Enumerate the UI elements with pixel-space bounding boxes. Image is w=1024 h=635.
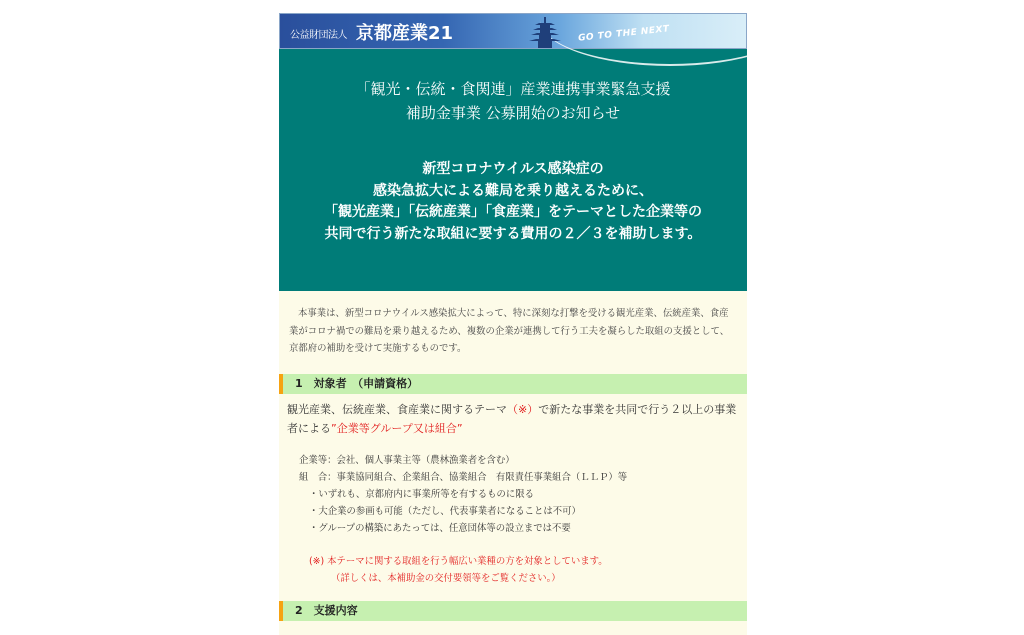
hero-title-line: 補助金事業 公募開始のお知らせ [405,104,621,122]
section-heading-support: 2 支援内容 [279,601,747,621]
note-line: (※) 本テーマに関する取組を行う幅広い業種の方を対象としています。 [309,555,608,567]
detail-bullet: ・いずれも、京都府内に事業所等を有するものに限る [309,488,535,500]
detail-bullet: ・大企業の参画も可能（ただし、代表事業者になることは不可） [309,505,581,517]
announcement-page [279,13,747,617]
hero-subtitle-line: 「観光産業」「伝統産業」「食産業」をテーマとした企業等の [324,204,702,220]
note-line: （詳しくは、本補助金の交付要領等をご覧ください。） [331,572,561,584]
note-marker: （※） [507,402,539,416]
hero-subtitle-line: 共同で行う新たな取組に要する費用の２／３を補助します。 [324,225,702,242]
pagoda-icon [525,16,565,48]
eligibility-highlight: ”企業等グループ又は組合” [331,421,463,435]
detail-line: 組 合：事業協同組合、企業組合、協業組合 有限責任事業組合（ＬＬＰ）等 [299,471,628,483]
detail-line: 企業等：会社、個人事業主等（農林漁業者を含む） [299,454,515,466]
eligibility-note [279,537,747,601]
section-heading-eligibility: 1 対象者 （申請資格） [279,374,747,394]
spacer [279,621,747,635]
hero-subtitle-line: 新型コロナウイルス感染症の [422,161,604,177]
eligibility-text [279,394,747,438]
hero-subtitle-line: 感染急拡大による難局を乗り越えるために、 [373,182,653,199]
hero-title-line: 「観光・伝統・食関連」産業連携事業緊急支援 [355,80,671,98]
org-logo-name: 京都産業21 [356,23,454,44]
detail-bullet: ・グループの構築にあたっては、任意団体等の設立までは不要 [309,522,571,534]
hero-title [279,77,747,125]
eligibility-text-part: で新たな事業を共同で行う２以上の事業者による [287,402,737,435]
slogan-text: GO TO THE NEXT [577,24,671,44]
content-area [279,291,747,635]
hero-section [279,49,747,291]
eligibility-details [279,438,747,537]
eligibility-text-part: 観光産業、伝統産業、食産業に関するテーマ [287,402,507,416]
org-prefix: 公益財団法人 [290,30,347,41]
intro-paragraph: 本事業は、新型コロナウイルス感染拡大によって、特に深刻な打撃を受ける観光産業、伝統産業、食産業がコロナ禍での難局を乗り越えるため、複数の企業が連携して行う工夫を凝らした取組の支援として、京都府の補助を受けて実施するものです。 [289,308,730,354]
header-banner [279,13,747,49]
hero-subtitle [279,159,747,245]
